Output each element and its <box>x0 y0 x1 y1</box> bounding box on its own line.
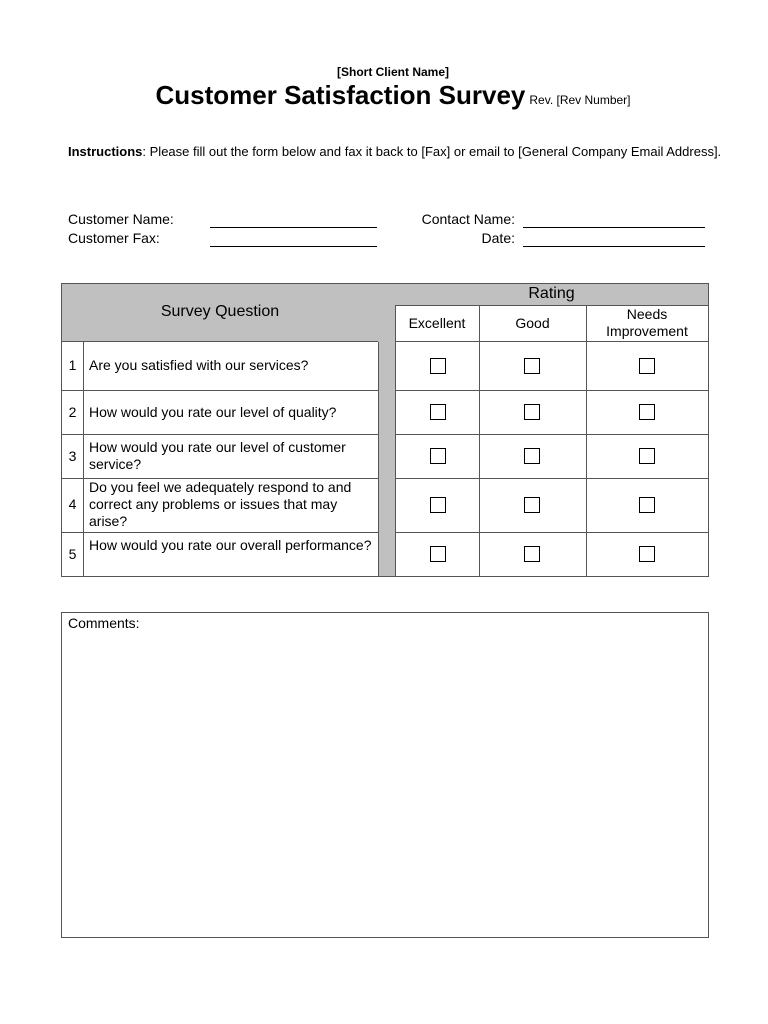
rating-col-excellent: Excellent <box>408 315 466 331</box>
grid-line <box>395 341 708 342</box>
customer-fax-label: Customer Fax: <box>68 230 160 246</box>
checkbox-q5-good[interactable] <box>524 546 540 562</box>
instructions-label: Instructions <box>68 144 143 159</box>
question-text: How would you rate our overall performance? <box>89 537 372 553</box>
grid-line <box>62 390 378 391</box>
survey-table <box>61 283 709 577</box>
grid-line <box>395 434 708 435</box>
checkbox-q4-excellent[interactable] <box>430 497 446 513</box>
contact-name-field[interactable] <box>523 227 705 228</box>
comments-label: Comments: <box>68 615 140 631</box>
grid-line <box>395 478 708 479</box>
question-number: 5 <box>68 546 77 562</box>
checkbox-q2-good[interactable] <box>524 404 540 420</box>
date-label: Date: <box>481 230 515 246</box>
customer-fax-field[interactable] <box>210 246 377 247</box>
grid-line <box>586 305 587 576</box>
revision-label: Rev. [Rev Number] <box>529 93 631 107</box>
instructions <box>68 143 723 160</box>
rating-header: Rating <box>528 285 575 302</box>
checkbox-q2-excellent[interactable] <box>430 404 446 420</box>
question-number: 1 <box>68 357 77 373</box>
question-number: 4 <box>68 496 77 512</box>
survey-question-header: Survey Question <box>160 303 280 320</box>
question-number: 2 <box>68 404 77 420</box>
grid-line <box>62 532 378 533</box>
checkbox-q5-excellent[interactable] <box>430 546 446 562</box>
checkbox-q3-good[interactable] <box>524 448 540 464</box>
grid-line <box>395 532 708 533</box>
comments-box[interactable] <box>61 612 709 938</box>
checkbox-q1-needs-improvement[interactable] <box>639 358 655 374</box>
table-separator-column <box>378 342 395 576</box>
question-text: How would you rate our level of customer service? <box>89 439 346 472</box>
grid-line <box>62 434 378 435</box>
question-text: Do you feel we adequately respond to and correct any problems or issues that may arise? <box>89 479 352 529</box>
checkbox-q1-good[interactable] <box>524 358 540 374</box>
checkbox-q4-needs-improvement[interactable] <box>639 497 655 513</box>
contact-name-label: Contact Name: <box>421 211 515 227</box>
checkbox-q4-good[interactable] <box>524 497 540 513</box>
grid-line <box>83 342 84 576</box>
checkbox-q1-excellent[interactable] <box>430 358 446 374</box>
grid-line <box>395 305 396 576</box>
question-text: How would you rate our level of quality? <box>89 404 337 420</box>
grid-line <box>378 342 379 576</box>
customer-name-label: Customer Name: <box>68 211 174 227</box>
rating-col-needs-improvement: Needs Improvement <box>606 306 688 339</box>
instructions-text: : Please fill out the form below and fax it back to [Fax] or email to [General Company Email Address]. <box>142 144 722 159</box>
grid-line <box>62 341 378 342</box>
grid-line <box>479 305 480 576</box>
question-text: Are you satisfied with our services? <box>89 357 309 373</box>
question-number: 3 <box>68 448 77 464</box>
grid-line <box>395 390 708 391</box>
grid-line <box>395 305 708 306</box>
checkbox-q3-excellent[interactable] <box>430 448 446 464</box>
rating-col-good: Good <box>515 315 550 331</box>
page-title: Customer Satisfaction Survey <box>155 80 526 110</box>
date-field[interactable] <box>523 246 705 247</box>
checkbox-q5-needs-improvement[interactable] <box>639 546 655 562</box>
checkbox-q3-needs-improvement[interactable] <box>639 448 655 464</box>
customer-name-field[interactable] <box>210 227 377 228</box>
title-line <box>0 80 768 111</box>
checkbox-q2-needs-improvement[interactable] <box>639 404 655 420</box>
client-name: [Short Client Name] <box>336 65 449 79</box>
